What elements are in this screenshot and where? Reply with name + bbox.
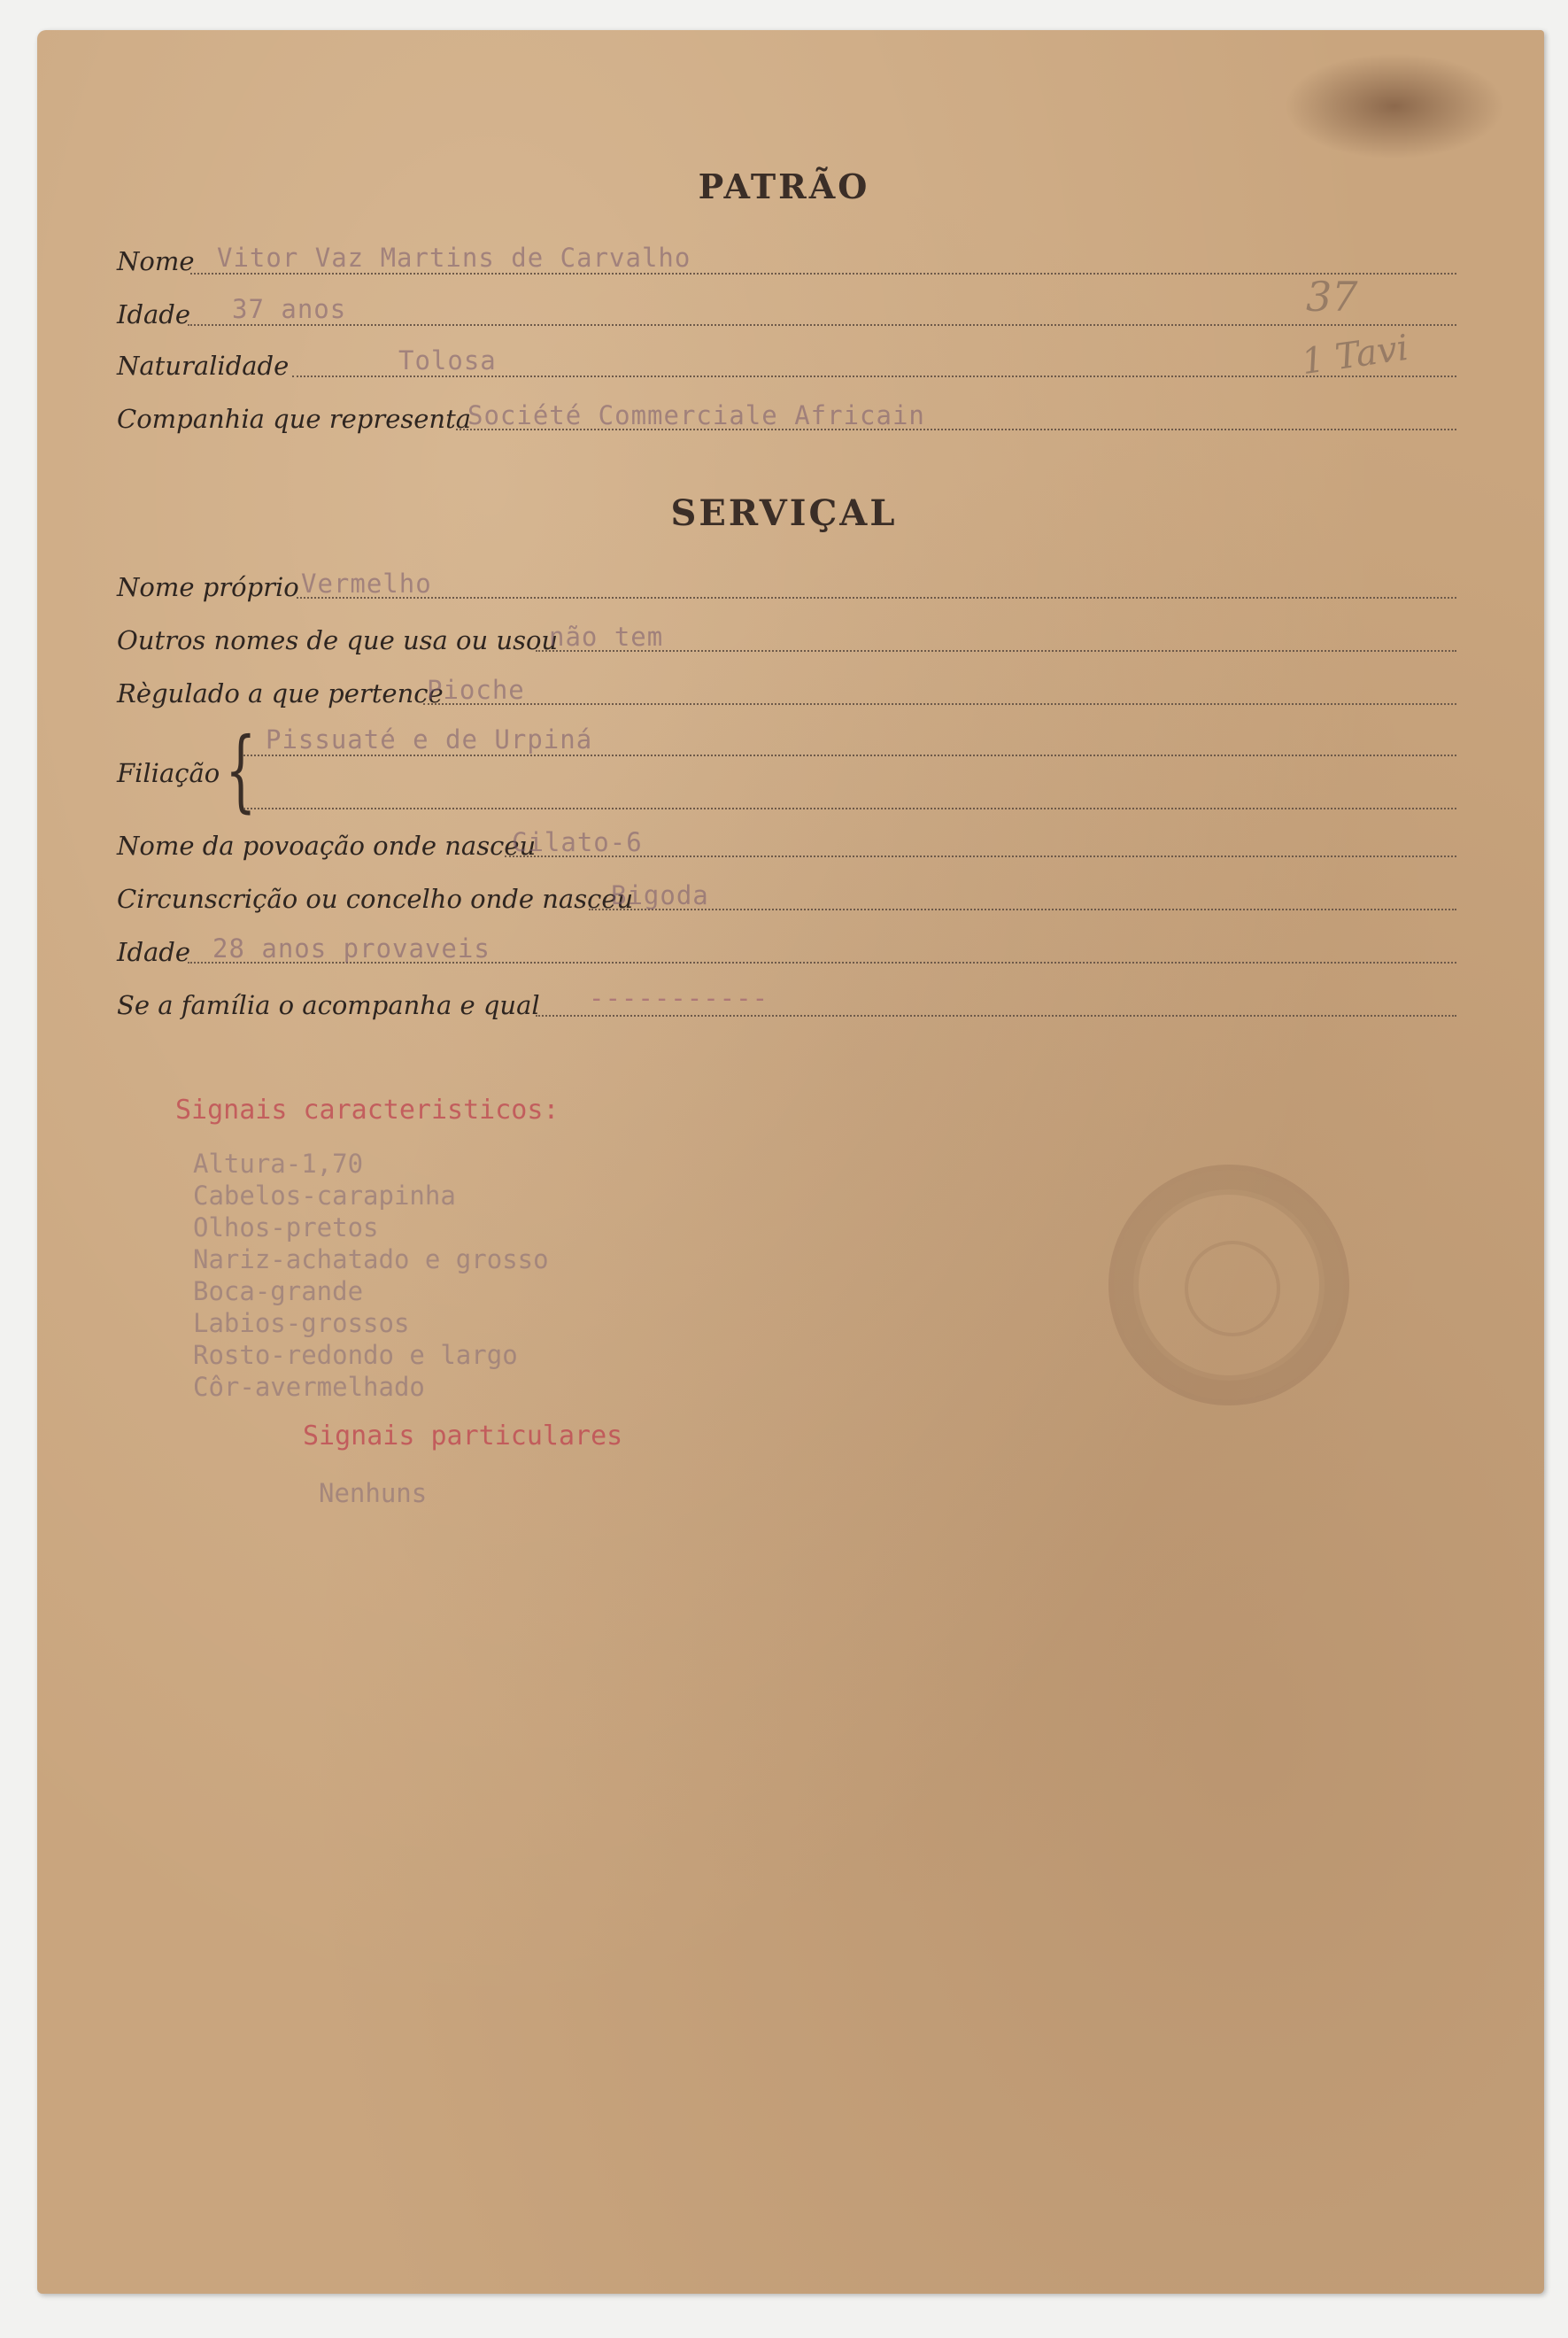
servical-nome-line xyxy=(297,597,1456,599)
embossed-seal xyxy=(1108,1165,1349,1405)
stain-mark xyxy=(1284,53,1505,159)
patrao-naturalidade-value: Tolosa xyxy=(398,345,497,375)
servical-filiacao-label: Filiação xyxy=(117,758,220,788)
trait-item: Altura-1,70 xyxy=(193,1149,364,1179)
margin-note-signature: 1 Tavi xyxy=(1299,327,1411,383)
signais-particulares-heading: Signais particulares xyxy=(303,1421,623,1452)
servical-title: SERVIÇAL xyxy=(670,492,898,534)
filiacao-brace: { xyxy=(225,718,257,822)
patrao-companhia-label: Companhia que representa xyxy=(117,404,472,434)
trait-item: Côr-avermelhado xyxy=(193,1372,425,1402)
servical-filiacao-line-1 xyxy=(243,755,1456,756)
patrao-idade-value: 37 anos xyxy=(232,294,347,324)
trait-item: Rosto-redondo e largo xyxy=(193,1340,518,1370)
servical-familia-value: ----------- xyxy=(589,983,769,1013)
patrao-companhia-value: Société Commerciale Africain xyxy=(467,400,925,430)
margin-note-age: 37 xyxy=(1306,273,1358,321)
servical-idade-value: 28 anos provaveis xyxy=(212,933,490,964)
servical-regulado-label: Règulado a que pertence xyxy=(117,678,444,708)
trait-item: Nariz-achatado e grosso xyxy=(193,1244,549,1274)
trait-item: Labios-grossos xyxy=(193,1308,410,1338)
servical-idade-label: Idade xyxy=(117,937,191,967)
servical-nome-label: Nome próprio xyxy=(117,572,299,602)
patrao-idade-line xyxy=(188,324,1456,326)
patrao-naturalidade-line xyxy=(292,375,1456,377)
patrao-nome-line xyxy=(190,273,1456,275)
servical-outros-label: Outros nomes de que usa ou usou xyxy=(117,625,559,655)
signais-heading: Signais caracteristicos: xyxy=(175,1095,560,1126)
servical-filiacao-line-2 xyxy=(243,808,1456,809)
servical-regulado-line xyxy=(423,703,1456,705)
servical-outros-line xyxy=(536,650,1456,652)
servical-povoacao-value: Cilato-6 xyxy=(512,827,643,857)
servical-outros-value: não tem xyxy=(549,622,664,652)
trait-item: Olhos-pretos xyxy=(193,1212,379,1243)
trait-item: Boca-grande xyxy=(193,1276,364,1306)
trait-item: Cabelos-carapinha xyxy=(193,1181,456,1211)
servical-filiacao-value: Pissuaté e de Urpiná xyxy=(266,724,593,755)
patrao-naturalidade-label: Naturalidade xyxy=(117,351,290,381)
servical-povoacao-line xyxy=(505,855,1456,857)
servical-familia-line xyxy=(536,1015,1456,1017)
signais-particulares-value: Nenhuns xyxy=(319,1478,428,1508)
servical-povoacao-label: Nome da povoação onde nasceu xyxy=(117,831,537,861)
servical-circunscricao-value: Bigoda xyxy=(611,880,709,910)
servical-familia-label: Se a família o acompanha e qual xyxy=(117,990,540,1020)
servical-nome-value: Vermelho xyxy=(301,569,432,599)
servical-regulado-value: Pioche xyxy=(427,675,525,705)
patrao-title: PATRÃO xyxy=(698,166,870,206)
servical-circunscricao-label: Circunscrição ou concelho onde nasceu xyxy=(117,884,634,914)
patrao-nome-value: Vitor Vaz Martins de Carvalho xyxy=(217,243,691,273)
servical-circunscricao-line xyxy=(589,909,1456,910)
seal-center-emblem xyxy=(1185,1241,1280,1336)
patrao-nome-label: Nome xyxy=(117,246,195,276)
patrao-idade-label: Idade xyxy=(117,299,191,329)
